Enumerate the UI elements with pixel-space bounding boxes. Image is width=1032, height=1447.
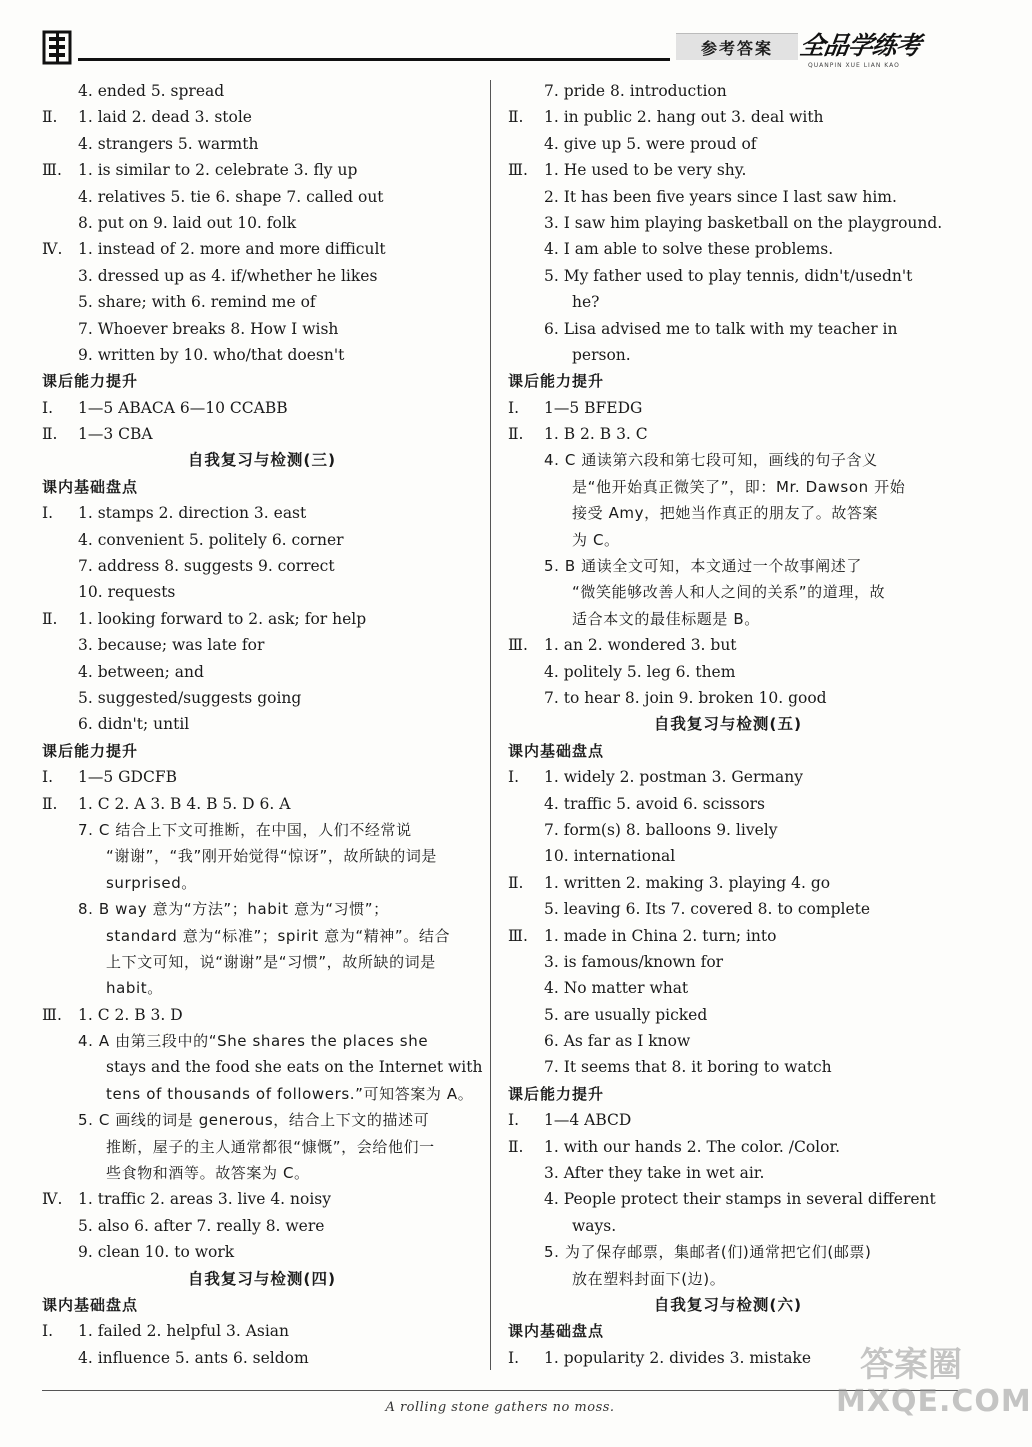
answer-text: 5. C 画线的词是 generous，结合上下文的描述可 [78,1111,430,1130]
answer-line [508,791,948,817]
answer-line [42,606,482,632]
roman-numeral: Ⅰ. [42,768,54,787]
answer-line [42,421,482,447]
answer-line [42,78,482,104]
answer-text: 2. It has been five years since I last saw him. [544,187,897,206]
answer-line [42,1345,482,1371]
answer-line [42,1107,482,1133]
answer-line [42,659,482,685]
answer-text: 7. address 8. suggests 9. correct [78,557,335,576]
roman-numeral: Ⅲ. [42,1005,62,1024]
column-divider [490,80,491,1370]
answer-line [508,236,948,262]
answer-text: 上下文可知，说“谢谢”是“习惯”，故所缺的词是 [106,952,436,971]
brand-subtitle: QUANPIN XUE LIAN KAO [808,62,900,69]
answer-line [42,1186,482,1212]
answer-text: 1. laid 2. dead 3. stole [78,108,252,127]
answer-line [508,1239,948,1265]
answer-line [508,1028,948,1054]
answer-text: 1. popularity 2. divides 3. mistake [544,1348,811,1367]
answer-text: 4. No matter what [544,979,689,998]
answer-text: 5. 为了保存邮票，集邮者(们)通常把它们(邮票) [544,1243,872,1262]
answer-text: 4. politely 5. leg 6. them [544,662,736,681]
answer-continuation [42,870,482,896]
answer-line [42,1002,482,1028]
answer-line [508,421,948,447]
answer-text: 4. traffic 5. avoid 6. scissors [544,794,765,813]
footer-rule [42,1390,958,1391]
roman-numeral: Ⅱ. [508,108,524,127]
answer-text: 1. instead of 2. more and more difficult [78,240,386,259]
answer-line [42,579,482,605]
answer-text: 为 C。 [572,530,620,549]
answer-text: 6. As far as I know [544,1032,691,1051]
roman-numeral: Ⅰ. [42,1322,54,1341]
answer-text: 1. an 2. wondered 3. but [544,636,737,655]
answer-text: 1. B 2. B 3. C [544,425,648,444]
answer-text: 9. clean 10. to work [78,1243,235,1262]
answer-text: “微笑能够改善人和人之间的关系”的道理，故 [572,583,886,602]
subsection-heading: 课后能力提升 [508,1084,605,1103]
answer-line [42,500,482,526]
answer-line [508,896,948,922]
section-tab: 参考答案 [676,33,798,60]
answer-text: 1—5 ABACA 6—10 CCABB [78,398,288,417]
answer-text: standard 意为“标准”；spirit 意为“精神”。结合 [106,926,451,945]
answer-text: 1. made in China 2. turn; into [544,926,777,945]
answer-continuation [42,975,482,1001]
answer-line [42,711,482,737]
answer-line [42,131,482,157]
answer-text: 4. between; and [78,662,204,681]
answer-line [508,395,948,421]
answer-text: 适合本文的最佳标题是 B。 [572,609,760,628]
roman-numeral: Ⅲ. [508,161,528,180]
answer-text: 4. convenient 5. politely 6. corner [78,530,344,549]
right-column [508,78,948,1371]
answer-continuation [508,606,948,632]
answer-text: 1—5 GDCFB [78,768,177,787]
answer-line [508,817,948,843]
answer-line [42,236,482,262]
roman-numeral: Ⅱ. [42,609,58,628]
answer-text: 10. requests [78,583,176,602]
answer-text: 3. because; was late for [78,636,265,655]
answer-text: 1. written 2. making 3. playing 4. go [544,873,831,892]
section-heading: 自我复习与检测(五) [653,715,803,734]
answer-text: 1. C 2. A 3. B 4. B 5. D 6. A [78,794,291,813]
answer-continuation [42,1160,482,1186]
answer-continuation [508,1266,948,1292]
answer-line [508,131,948,157]
answer-text: 7. It seems that 8. it boring to watch [544,1058,832,1077]
answer-line [508,1160,948,1186]
roman-numeral: Ⅱ. [508,425,524,444]
answer-line [508,923,948,949]
roman-numeral: Ⅰ. [508,398,520,417]
answer-line [42,896,482,922]
answer-line [42,791,482,817]
answer-text: “谢谢”，“我”刚开始觉得“惊讶”，故所缺的词是 [106,847,438,866]
answer-line [508,104,948,130]
answer-text: 是“他开始真正微笑了”，即：Mr. Dawson 开始 [572,477,906,496]
answer-text: 5. leaving 6. Its 7. covered 8. to complete [544,900,871,919]
answer-text: 3. dressed up as 4. if/whether he likes [78,266,378,285]
subsection-heading: 课后能力提升 [42,372,139,391]
answer-line [42,1318,482,1344]
roman-numeral: Ⅰ. [508,1348,520,1367]
answer-continuation [508,1213,948,1239]
answer-line [508,263,948,289]
answer-line [508,78,948,104]
answer-line [42,685,482,711]
answer-text: 4. relatives 5. tie 6. shape 7. called out [78,187,384,206]
answer-text: person. [572,345,631,364]
roman-numeral: Ⅱ. [42,108,58,127]
answer-line [508,949,948,975]
watermark-line2: MXQE.COM [836,1384,1032,1419]
answer-text: 3. is famous/known for [544,952,724,971]
answer-continuation [508,289,948,315]
answer-text: 8. B way 意为“方法”；habit 意为“习惯”； [78,900,389,919]
answer-text: 1—4 ABCD [544,1111,632,1130]
subsection-heading: 课内基础盘点 [508,741,605,760]
answer-text: surprised。 [106,873,197,892]
answer-continuation [42,1054,482,1080]
answer-text: 5. My father used to play tennis, didn't/usedn't [544,266,913,285]
answer-text: 4. influence 5. ants 6. seldom [78,1348,309,1367]
answer-line [508,553,948,579]
roman-numeral: Ⅱ. [508,873,524,892]
answer-text: 10. international [544,847,676,866]
brand-logo: 全品学练考 [798,31,923,60]
answer-line [508,632,948,658]
subsection-heading: 课后能力提升 [508,372,605,391]
answer-text: 8. put on 9. laid out 10. folk [78,213,297,232]
answer-text: 3. I saw him playing basketball on the playground. [544,213,943,232]
answer-text: 1. with our hands 2. The color. /Color. [544,1137,841,1156]
answer-continuation [42,923,482,949]
answer-text: 放在塑料封面下(边)。 [572,1269,726,1288]
answer-text: 1. is similar to 2. celebrate 3. fly up [78,161,358,180]
answer-line [42,316,482,342]
answer-line [508,975,948,1001]
answer-text: 1—3 CBA [78,425,153,444]
answer-text: tens of thousands of followers.”可知答案为 A。 [106,1084,474,1103]
answer-text: 5. B 通读全文可知，本文通过一个故事阐述了 [544,557,862,576]
subsection-heading: 课内基础盘点 [42,477,139,496]
answer-text: 6. Lisa advised me to talk with my teacher in [544,319,898,338]
header-rule [78,58,670,61]
answer-line [42,817,482,843]
roman-numeral: Ⅲ. [42,161,62,180]
answer-text: 7. Whoever breaks 8. How I wish [78,319,339,338]
roman-numeral: Ⅰ. [508,1111,520,1130]
answer-text: 1. C 2. B 3. D [78,1005,183,1024]
roman-numeral: Ⅳ. [42,240,63,259]
answer-text: 4. People protect their stamps in several different [544,1190,936,1209]
answer-line [508,764,948,790]
answer-continuation [508,474,948,500]
answer-line [42,632,482,658]
answer-text: 5. are usually picked [544,1005,708,1024]
watermark-line1: 答案圈 [860,1345,962,1385]
answer-continuation [508,527,948,553]
subsection-heading: 课内基础盘点 [42,1295,139,1314]
answer-text: 1. He used to be very shy. [544,161,747,180]
answer-line [42,1213,482,1239]
answer-text: 6. didn't; until [78,715,190,734]
answer-text: 7. to hear 8. join 9. broken 10. good [544,688,827,707]
answer-continuation [42,1081,482,1107]
answer-line [42,395,482,421]
answer-line [508,685,948,711]
answer-continuation [42,843,482,869]
answer-line [508,1186,948,1212]
answer-line [42,342,482,368]
answer-text: 推断，屋子的主人通常都很“慷慨”，会给他们一 [106,1137,435,1156]
answer-text: 4. strangers 5. warmth [78,134,259,153]
answer-text: 4. I am able to solve these problems. [544,240,834,259]
answer-text: 4. give up 5. were proud of [544,134,757,153]
answer-line [42,263,482,289]
page-header [0,0,1000,78]
answer-text: 7. C 结合上下文可推断，在中国，人们不经常说 [78,820,412,839]
answer-line [42,157,482,183]
answer-text: 1. traffic 2. areas 3. live 4. noisy [78,1190,332,1209]
answer-continuation [42,949,482,975]
answer-continuation [508,342,948,368]
answer-text: 1. stamps 2. direction 3. east [78,504,307,523]
answer-continuation [42,1134,482,1160]
answer-text: 5. suggested/suggests going [78,688,302,707]
answer-text: habit。 [106,979,163,998]
roman-numeral: Ⅱ. [508,1137,524,1156]
answer-line [42,1028,482,1054]
answer-line [42,1239,482,1265]
answer-text: 7. pride 8. introduction [544,82,727,100]
answer-line [42,104,482,130]
answer-line [42,553,482,579]
watermark-logo [836,1345,1032,1445]
book-logo-icon [42,30,74,66]
answer-line [508,870,948,896]
answer-line [42,527,482,553]
answer-line [508,1054,948,1080]
roman-numeral: Ⅲ. [508,926,528,945]
roman-numeral: Ⅳ. [42,1190,63,1209]
answer-line [42,764,482,790]
answer-line [42,184,482,210]
answer-line [42,289,482,315]
left-column [42,78,482,1371]
answer-text: 1. looking forward to 2. ask; for help [78,609,367,628]
answer-text: he? [572,293,600,312]
answer-line [508,316,948,342]
answer-text: ways. [572,1216,617,1235]
answer-text: 4. C 通读第六段和第七段可知，画线的句子含义 [544,451,878,470]
subsection-heading: 课内基础盘点 [508,1322,605,1341]
section-heading: 自我复习与检测(三) [187,451,337,470]
answer-line [508,843,948,869]
roman-numeral: Ⅱ. [42,425,58,444]
roman-numeral: Ⅰ. [508,768,520,787]
answer-line [508,1002,948,1028]
answer-text: 1. failed 2. helpful 3. Asian [78,1322,290,1341]
answer-text: 4. ended 5. spread [78,82,225,100]
answer-text: 3. After they take in wet air. [544,1164,765,1183]
answer-text: 1. in public 2. hang out 3. deal with [544,108,824,127]
answer-continuation [508,500,948,526]
answer-line [508,659,948,685]
answer-text: 些食物和酒等。故答案为 C。 [106,1164,310,1183]
answer-line [508,184,948,210]
section-heading: 自我复习与检测(六) [653,1295,803,1314]
roman-numeral: Ⅰ. [42,504,54,523]
answer-line [508,210,948,236]
answer-line [508,157,948,183]
answer-text: 7. form(s) 8. balloons 9. lively [544,820,778,839]
answer-text: stays and the food she eats on the Internet with [106,1058,483,1077]
answer-text: 5. share; with 6. remind me of [78,293,316,312]
answer-line [508,1134,948,1160]
subsection-heading: 课后能力提升 [42,741,139,760]
roman-numeral: Ⅲ. [508,636,528,655]
section-heading: 自我复习与检测(四) [187,1269,337,1288]
answer-text: 接受 Amy，把她当作真正的朋友了。故答案 [572,504,879,523]
roman-numeral: Ⅰ. [42,398,54,417]
answer-line [42,210,482,236]
answer-text: 1—5 BFEDG [544,398,643,417]
answer-line [508,447,948,473]
roman-numeral: Ⅱ. [42,794,58,813]
answer-line [508,1107,948,1133]
answer-text: 1. widely 2. postman 3. Germany [544,768,804,787]
answer-text: 5. also 6. after 7. really 8. were [78,1216,325,1235]
footer-motto: A rolling stone gathers no moss. [385,1400,615,1415]
answer-continuation [508,579,948,605]
answer-text: 4. A 由第三段中的“She shares the places she [78,1032,429,1051]
answer-text: 9. written by 10. who/that doesn't [78,345,345,364]
